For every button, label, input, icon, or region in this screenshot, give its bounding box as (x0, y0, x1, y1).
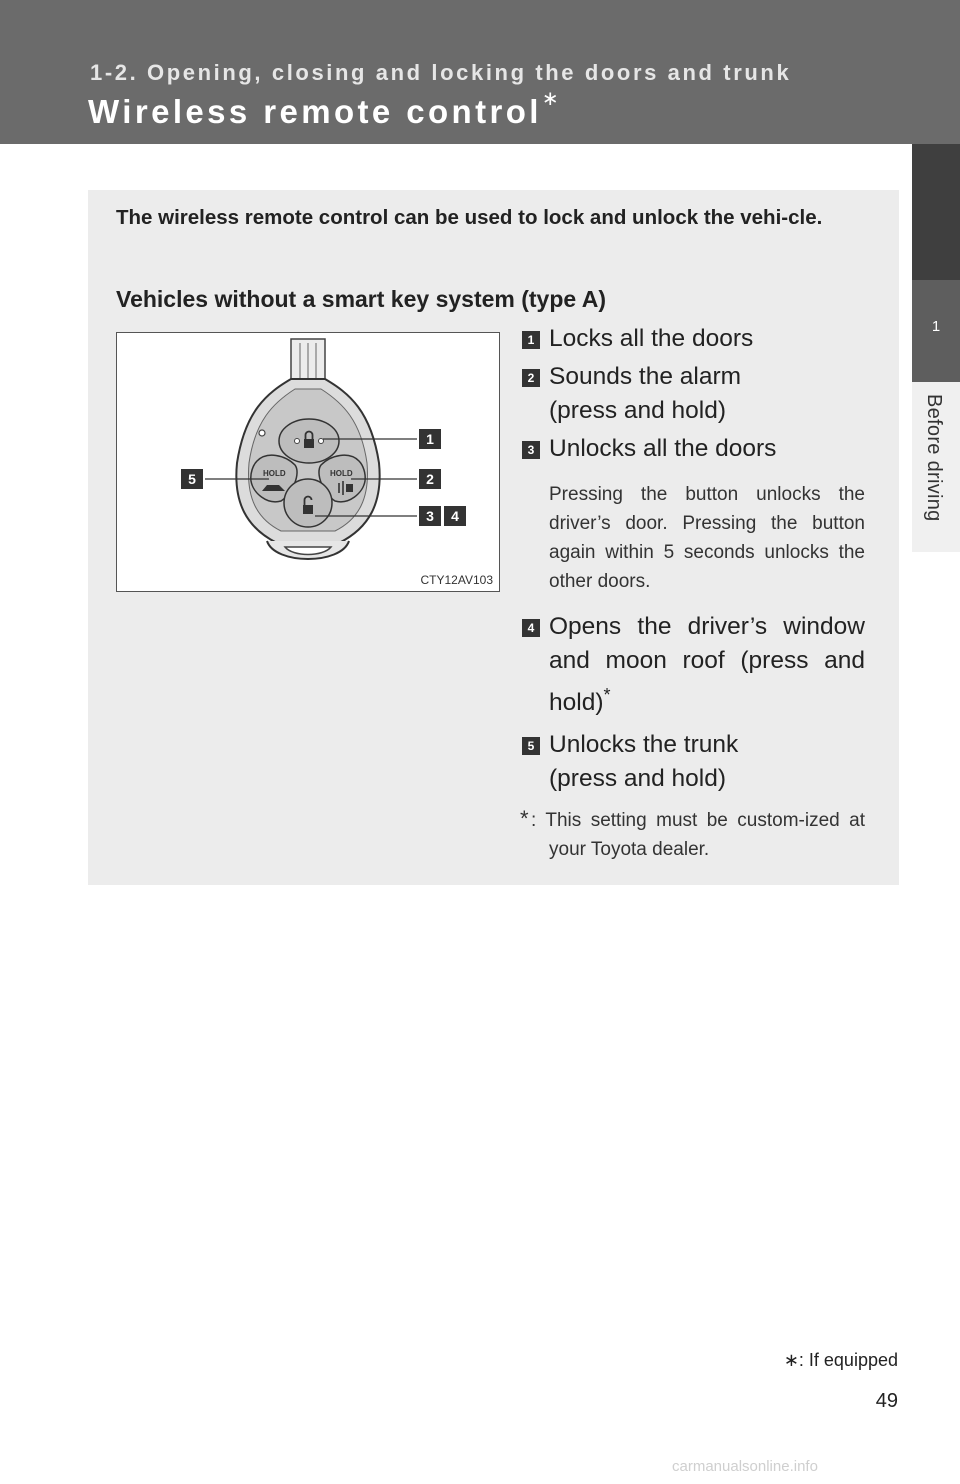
chapter-label-tab[interactable] (912, 382, 960, 552)
hold-label-right: HOLD (330, 469, 353, 478)
watermark: carmanualsonline.info (672, 1458, 818, 1475)
function-list (520, 322, 865, 864)
item-text: Sounds the alarm (press and hold) (549, 363, 742, 424)
remote-key-illustration (117, 333, 499, 591)
intro-text: The wireless remote control can be used to lock and unlock the vehi-cle. (116, 206, 823, 229)
item-text: Unlocks the trunk (press and hold) (549, 731, 739, 793)
footnote-mark: * (520, 806, 529, 832)
footnote (520, 806, 865, 864)
list-item (520, 432, 865, 466)
customize-mark: * (603, 685, 611, 705)
item-number-badge: 2 (522, 369, 540, 387)
callout-1: 1 (426, 431, 434, 447)
page-number: 49 (875, 1390, 898, 1412)
item-note: Pressing the button unlocks the driver’s door. Pressing the button again within 5 seconds unlocks the other doors. (549, 484, 865, 592)
page-header (0, 0, 960, 144)
chapter-label: Before driving (923, 394, 945, 522)
list-item (520, 728, 865, 796)
figure-code: CTY12AV103 (420, 573, 493, 587)
hold-label-left: HOLD (263, 469, 286, 478)
callout-4: 4 (451, 508, 459, 524)
page-title-text: Wireless remote control (88, 93, 542, 130)
item-number-badge: 4 (522, 619, 540, 637)
chapter-number-tab[interactable]: 1 (912, 280, 960, 382)
if-equipped-mark: ∗ (541, 88, 559, 110)
item-number-badge: 5 (522, 737, 540, 755)
item-text: Unlocks all the doors (549, 435, 777, 462)
section-title: 1-2. Opening, closing and locking the doors and trunk (90, 60, 792, 85)
item-number-badge: 3 (522, 441, 540, 459)
item-text: Locks all the doors (549, 325, 754, 352)
side-tab-top (912, 144, 960, 280)
list-item (520, 610, 865, 720)
remote-key-figure (116, 332, 500, 592)
item-text-content: Opens the driver’s window and moon roof (press and hold) (549, 613, 865, 717)
callout-3: 3 (426, 508, 434, 524)
list-item (520, 322, 865, 356)
page-title (88, 88, 559, 131)
item-number-badge: 1 (522, 331, 540, 349)
if-equipped-note: ∗: If equipped (783, 1350, 898, 1370)
item-text (549, 610, 865, 720)
callout-2: 2 (426, 471, 434, 487)
callout-5: 5 (188, 471, 196, 487)
list-item (520, 360, 865, 428)
subheading: Vehicles without a smart key system (type A) (116, 286, 606, 312)
footnote-text: : This setting must be custom-ized at your Toyota dealer. (531, 810, 865, 861)
